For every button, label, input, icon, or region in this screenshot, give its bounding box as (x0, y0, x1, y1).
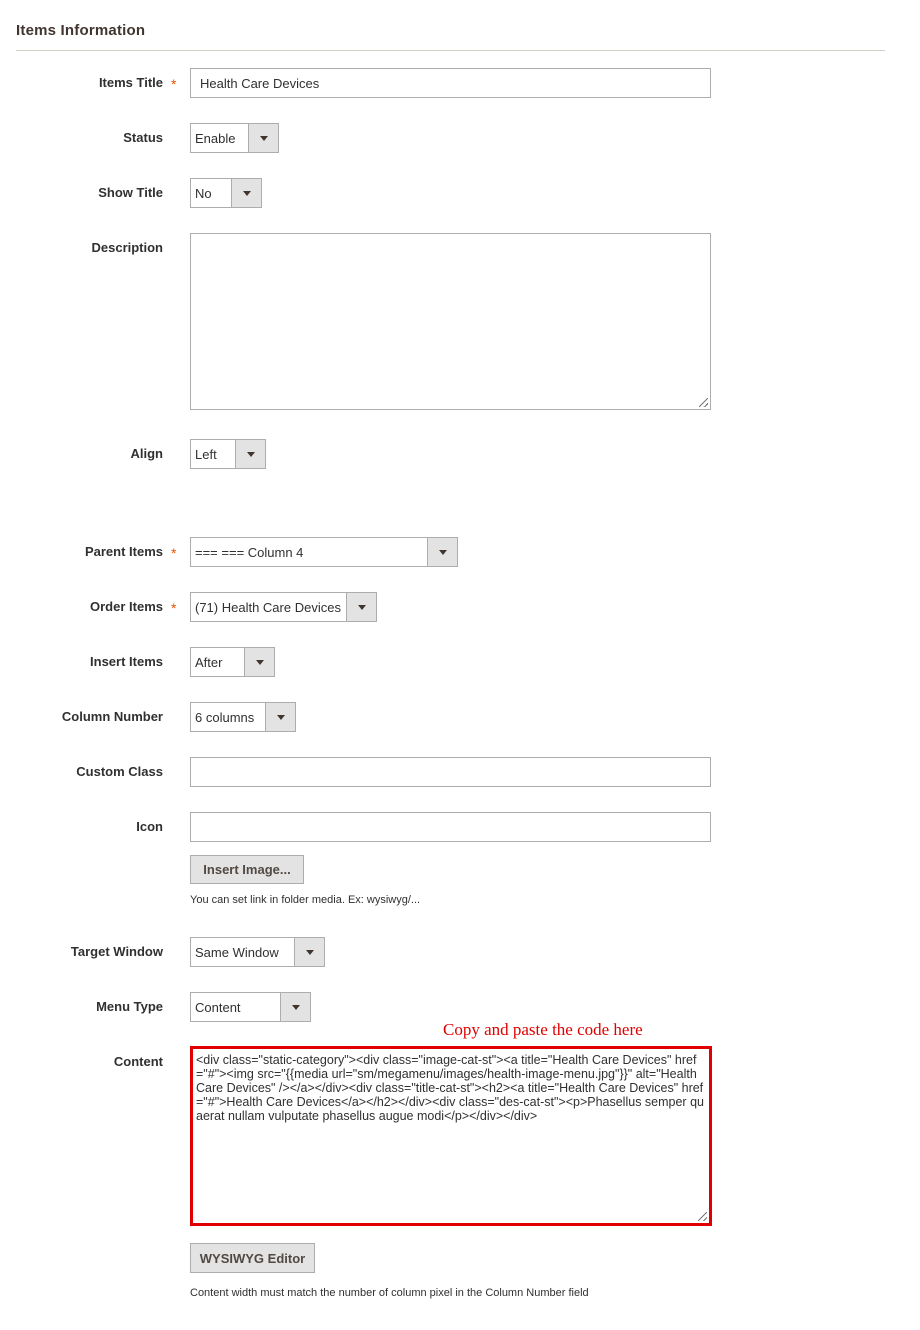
menu-type-value: Content (195, 999, 241, 1015)
insert-items-select[interactable] (190, 647, 275, 677)
icon-input[interactable] (190, 812, 711, 842)
annotation-text: Copy and paste the code here (443, 1020, 643, 1039)
show-title-select[interactable] (190, 178, 262, 208)
content-value: <div class="static-category"><div class="image-cat-st"><a title="Health Care Devices" href="#"><img src="{{media url="sm/megamenu/images/health-image-menu.jpg"}}" alt="Health Care Devices" /></a></div><div class="title-cat-st"><h2><a title="Health Care Devices" href="#">Health Care Devices</a></h2></div><div class="des-cat-st"><p>Phasellus semper quaerat nullam vulputate phasellus augue modi</p></div></div> (196, 1053, 704, 1123)
content-label: Content (113, 1054, 163, 1069)
show-title-value: No (195, 185, 212, 201)
items-title-label: Items Title (98, 75, 163, 90)
order-items-label: Order Items (90, 599, 163, 614)
column-number-select[interactable] (190, 702, 296, 732)
align-value: Left (195, 446, 217, 462)
insert-items-value: After (195, 654, 223, 670)
section-title: Items Information (16, 22, 146, 39)
content-textarea[interactable] (190, 1046, 712, 1226)
chevron-down-icon[interactable] (280, 993, 310, 1021)
chevron-down-icon[interactable] (265, 703, 295, 731)
chevron-down-icon[interactable] (427, 538, 457, 566)
target-window-label: Target Window (70, 944, 163, 959)
target-window-value: Same Window (195, 944, 279, 960)
section-divider (16, 50, 885, 51)
icon-note: You can set link in folder media. Ex: wysiwyg/... (190, 894, 421, 906)
required-marker: * (171, 76, 177, 92)
icon-label: Icon (136, 819, 163, 834)
chevron-down-icon[interactable] (346, 593, 376, 621)
chevron-down-icon[interactable] (244, 648, 274, 676)
status-select[interactable] (190, 123, 279, 153)
wysiwyg-editor-button[interactable]: WYSIWYG Editor (190, 1243, 315, 1273)
align-label: Align (130, 446, 163, 461)
status-value: Enable (195, 130, 236, 146)
insert-image-button[interactable]: Insert Image... (190, 855, 304, 884)
parent-items-label: Parent Items (84, 544, 163, 559)
description-label: Description (91, 240, 163, 255)
align-select[interactable] (190, 439, 266, 469)
menu-type-select[interactable] (190, 992, 311, 1022)
insert-items-label: Insert Items (90, 654, 163, 669)
menu-type-label: Menu Type (96, 999, 163, 1014)
resize-handle-icon[interactable] (699, 398, 708, 407)
show-title-label: Show Title (98, 185, 163, 200)
resize-handle-icon[interactable] (698, 1212, 707, 1221)
parent-items-select[interactable] (190, 537, 458, 567)
required-marker: * (171, 545, 177, 561)
chevron-down-icon[interactable] (235, 440, 265, 468)
column-number-value: 6 columns (195, 709, 255, 725)
custom-class-label: Custom Class (76, 764, 163, 779)
custom-class-input[interactable] (190, 757, 711, 787)
order-items-value: (71) Health Care Devices (195, 599, 341, 615)
status-label: Status (123, 130, 163, 145)
chevron-down-icon[interactable] (248, 124, 278, 152)
description-textarea[interactable] (190, 233, 711, 410)
target-window-select[interactable] (190, 937, 325, 967)
content-note: Content width must match the number of column pixel in the Column Number field (190, 1287, 589, 1299)
column-number-label: Column Number (61, 709, 163, 724)
order-items-select[interactable] (190, 592, 377, 622)
items-title-input[interactable] (190, 68, 711, 98)
required-marker: * (171, 600, 177, 616)
parent-items-value: === === Column 4 (195, 544, 304, 560)
chevron-down-icon[interactable] (294, 938, 324, 966)
chevron-down-icon[interactable] (231, 179, 261, 207)
